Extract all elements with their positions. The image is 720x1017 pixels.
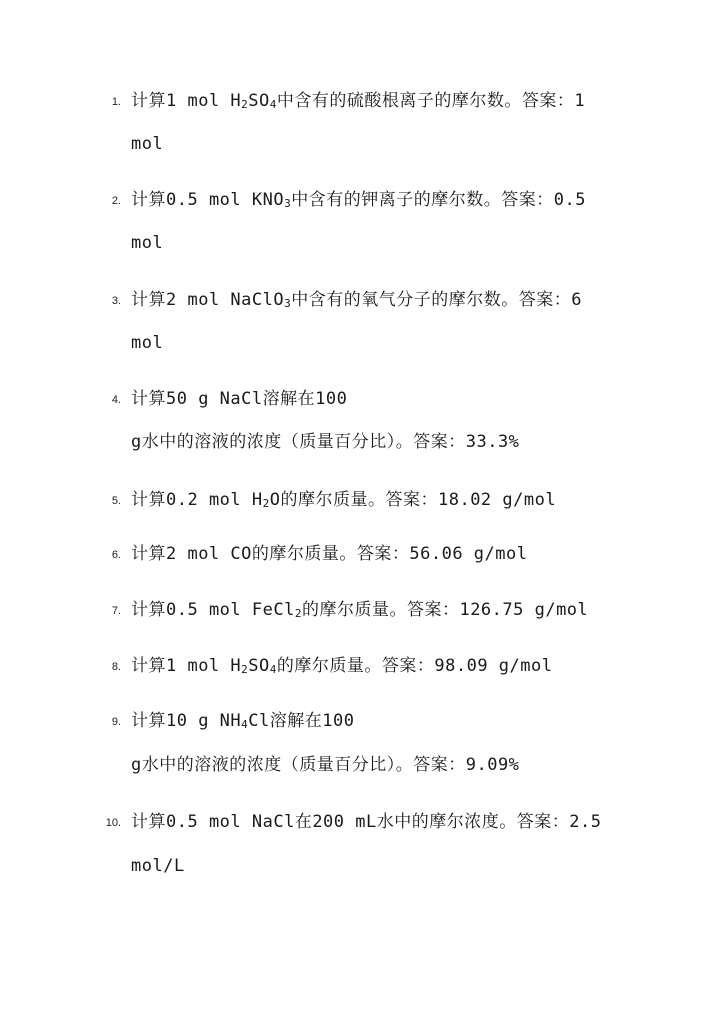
text-segment: 计算10 g NH	[131, 711, 242, 731]
subscript-text: 4	[241, 718, 249, 731]
question-number: 4.	[111, 394, 121, 406]
question-number: 9.	[111, 716, 121, 728]
question-text-line	[131, 711, 354, 731]
text-segment: 计算0.5 mol NaCl在200 mL水中的摩尔浓度。答案：2.5	[131, 812, 602, 832]
text-segment: 计算1 mol H	[131, 656, 242, 676]
text-segment: SO	[248, 656, 270, 676]
text-segment: mol	[131, 333, 164, 353]
question-text-line	[131, 812, 601, 832]
question-number: 1.	[111, 96, 121, 108]
text-segment: 中含有的氧气分子的摩尔数。答案：6	[291, 290, 582, 310]
subscript-text: 4	[269, 663, 277, 676]
question-number: 8.	[111, 661, 121, 673]
text-segment: 中含有的钾离子的摩尔数。答案：0.5	[291, 190, 586, 210]
question-number: 7.	[111, 605, 121, 617]
question-number: 3.	[111, 295, 121, 307]
text-segment: mol	[131, 233, 164, 253]
text-segment: 计算0.5 mol FeCl	[131, 600, 295, 620]
question-text-line	[131, 290, 582, 310]
text-segment: mol/L	[131, 856, 185, 876]
text-segment: Cl溶解在100	[248, 711, 355, 731]
question-number: 10.	[105, 817, 121, 829]
text-segment: O的摩尔质量。答案：18.02 g/mol	[269, 490, 557, 510]
text-segment: SO	[248, 91, 270, 111]
text-segment: g水中的溶液的浓度（质量百分比）。答案：33.3%	[131, 432, 520, 452]
question-text-line	[131, 544, 527, 564]
question-text-line	[131, 600, 588, 620]
subscript-text: 3	[284, 197, 292, 210]
subscript-text: 2	[241, 98, 249, 111]
text-segment: 中含有的硫酸根离子的摩尔数。答案：1	[276, 91, 586, 111]
question-text-line	[131, 91, 585, 111]
question-text-line	[131, 432, 519, 452]
subscript-text: 2	[241, 663, 249, 676]
question-text-line	[131, 389, 347, 409]
text-segment: 的摩尔质量。答案：98.09 g/mol	[276, 656, 553, 676]
text-segment: mol	[131, 134, 164, 154]
question-text-line	[131, 134, 163, 154]
text-segment: 计算1 mol H	[131, 91, 242, 111]
text-segment: 计算2 mol CO的摩尔质量。答案：56.06 g/mol	[131, 544, 528, 564]
text-segment: 计算50 g NaCl溶解在100	[131, 389, 348, 409]
subscript-text: 2	[262, 497, 270, 510]
subscript-text: 3	[284, 297, 292, 310]
question-text-line	[131, 755, 519, 775]
text-segment: 计算0.5 mol KNO	[131, 190, 285, 210]
question-text-line	[131, 333, 163, 353]
question-number: 5.	[111, 495, 121, 507]
question-text-line	[131, 656, 552, 676]
subscript-text: 4	[269, 98, 277, 111]
question-number: 2.	[111, 195, 121, 207]
question-number: 6.	[111, 549, 121, 561]
text-segment: 计算0.2 mol H	[131, 490, 263, 510]
question-text-line	[131, 856, 185, 876]
text-segment: 计算2 mol NaClO	[131, 290, 285, 310]
question-text-line	[131, 190, 586, 210]
question-text-line	[131, 233, 163, 253]
text-segment: 的摩尔质量。答案：126.75 g/mol	[301, 600, 589, 620]
subscript-text: 2	[294, 607, 302, 620]
question-text-line	[131, 490, 556, 510]
text-segment: g水中的溶液的浓度（质量百分比）。答案：9.09%	[131, 755, 520, 775]
